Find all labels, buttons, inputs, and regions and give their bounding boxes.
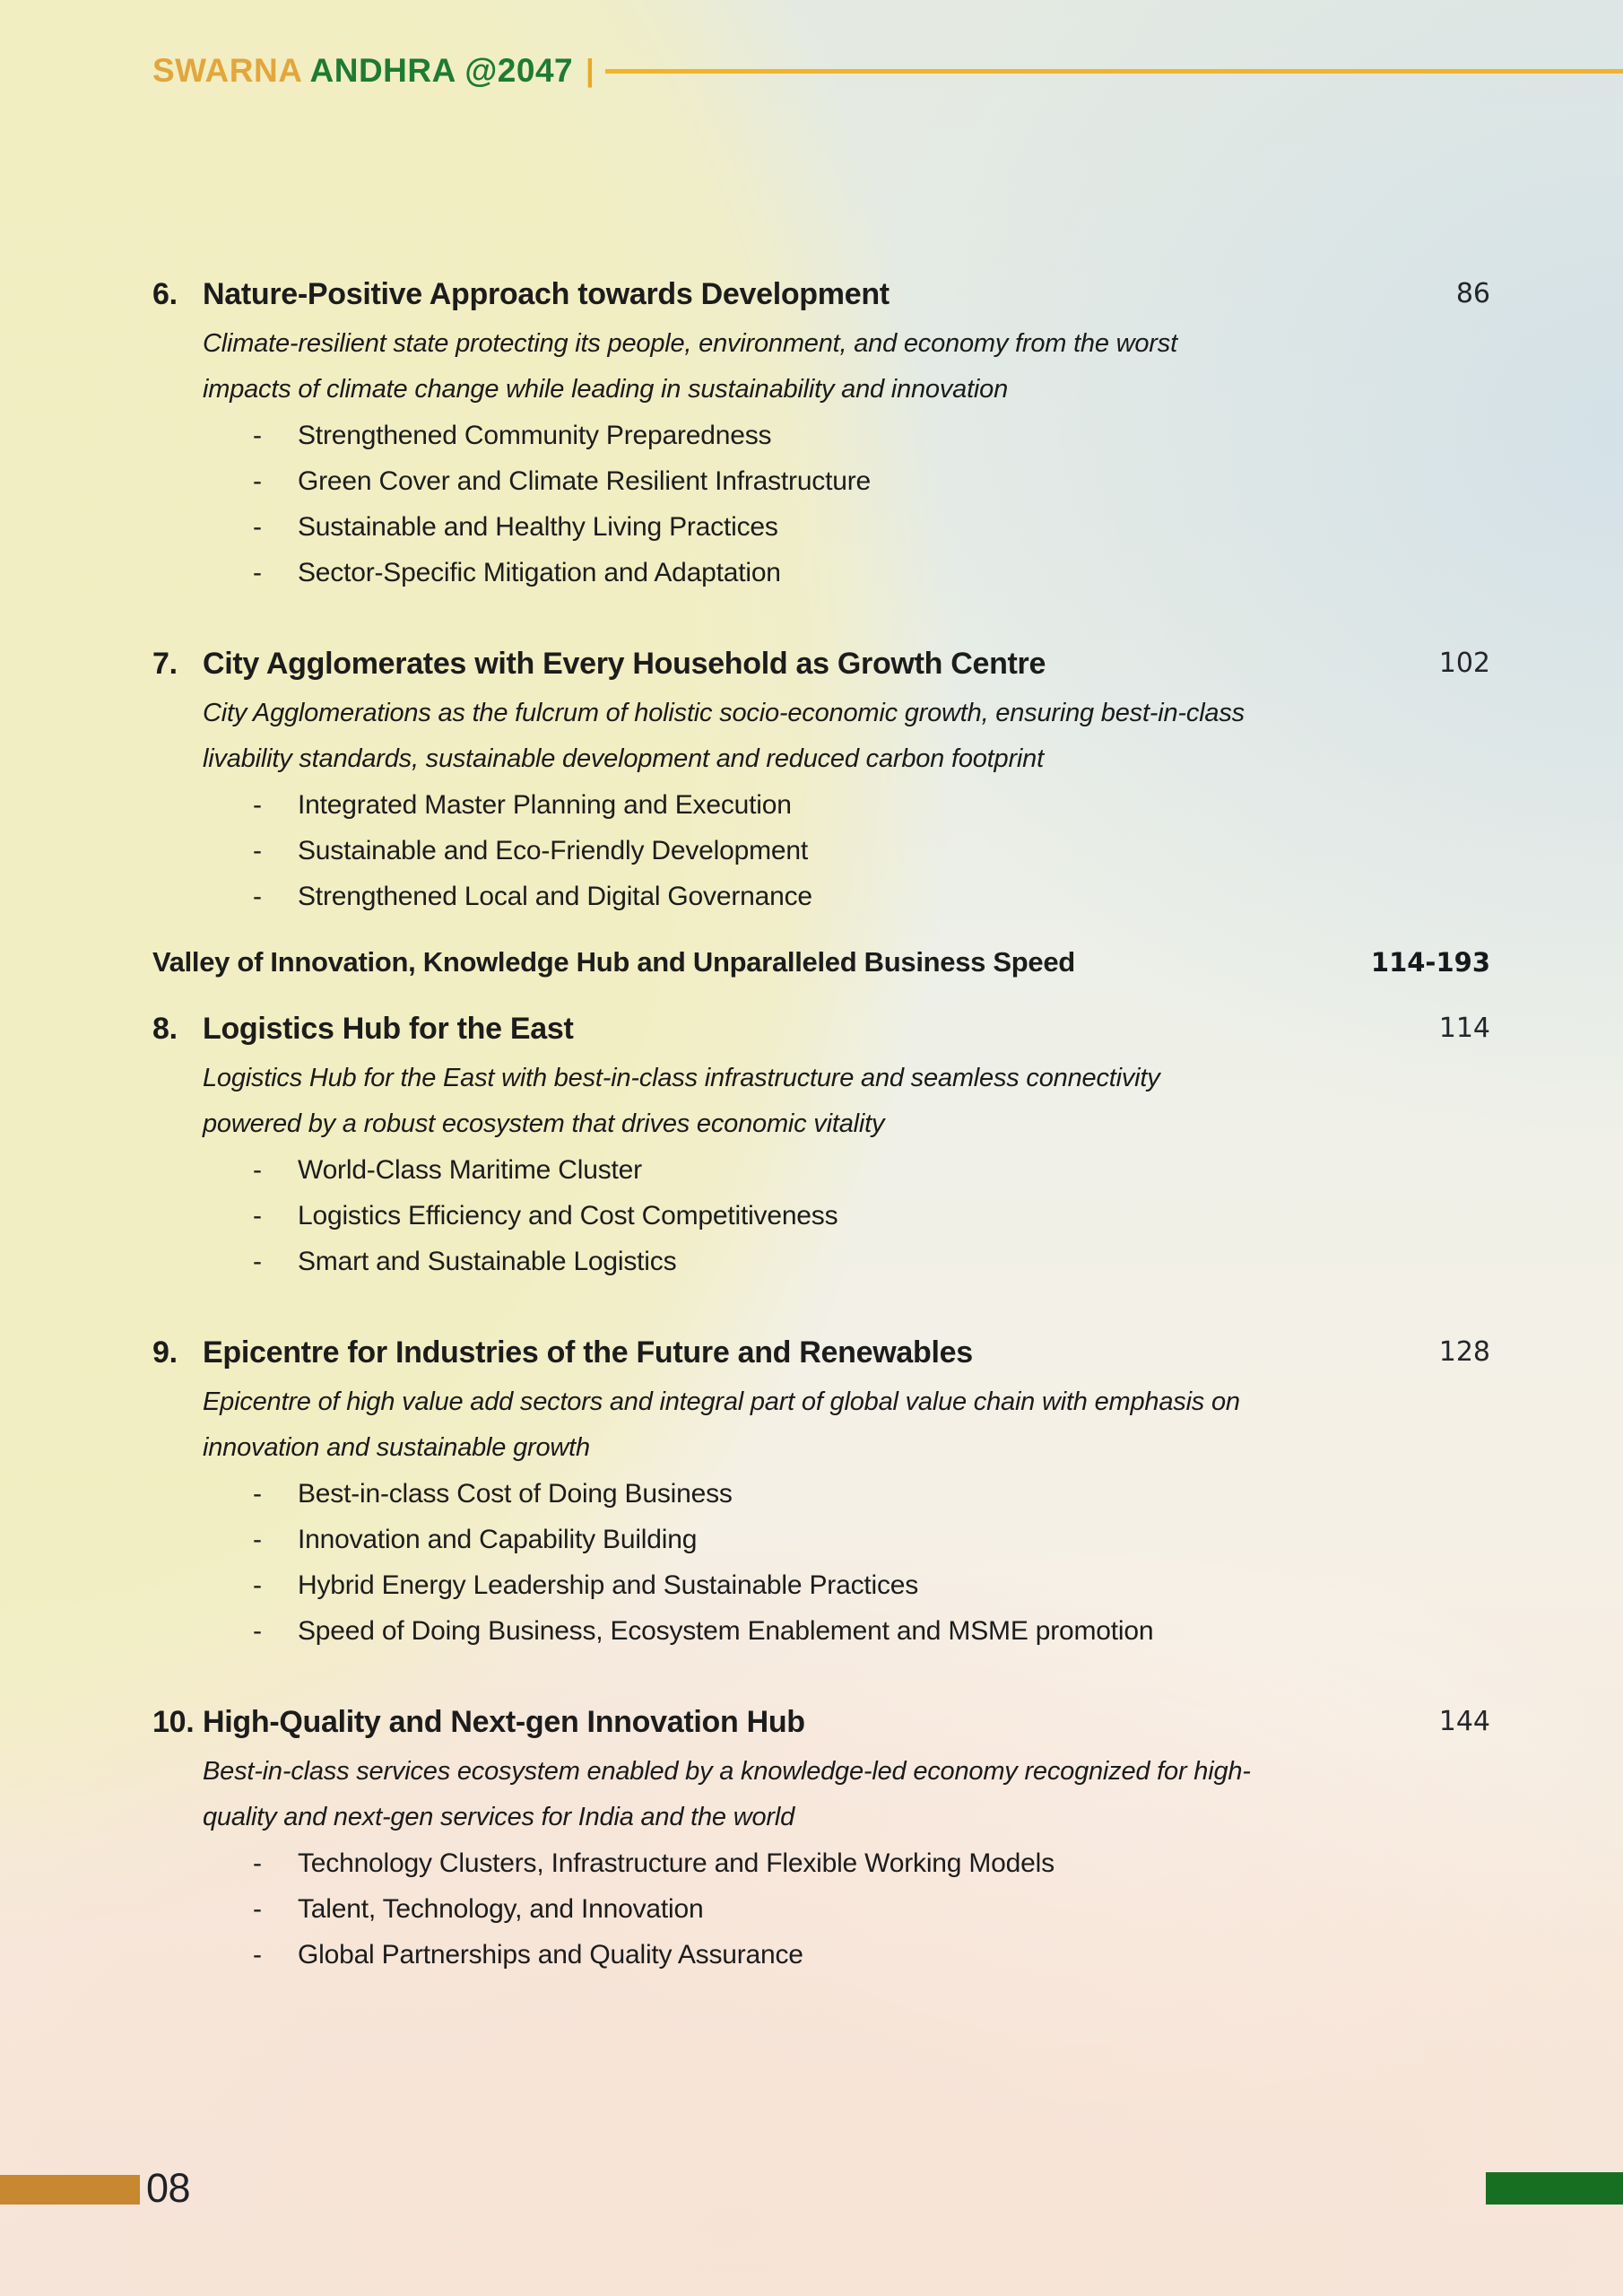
- brand-rest: ANDHRA @2047: [309, 52, 574, 89]
- subitem: [203, 1562, 1490, 1608]
- toc-section-10: [152, 1704, 1490, 1978]
- subitem: [203, 874, 1490, 919]
- dash-bullet: -: [253, 512, 262, 542]
- subitem: [203, 1886, 1490, 1932]
- dash-bullet: -: [253, 1940, 262, 1970]
- dash-bullet: -: [253, 1525, 262, 1554]
- section-number: 9.: [152, 1335, 178, 1370]
- section-description: City Agglomerations as the fulcrum of holistic socio-economic growth, ensuring best-in-class livability standards, sustainable development and reduced carbon footprint: [203, 699, 1245, 773]
- footer-accent-bar-right: [1486, 2172, 1623, 2205]
- dash-bullet: -: [253, 466, 262, 496]
- section-page-number: 102: [1438, 648, 1490, 679]
- dash-bullet: -: [253, 1894, 262, 1924]
- dash-bullet: -: [253, 882, 262, 911]
- subitem: [203, 828, 1490, 874]
- subitem-list: [152, 1840, 1490, 1978]
- section-page-number: 86: [1455, 278, 1490, 309]
- subitem-label: Global Partnerships and Quality Assurance: [298, 1940, 803, 1970]
- dash-bullet: -: [253, 1247, 262, 1276]
- subitem: [203, 550, 1490, 596]
- subitem-label: Sector-Specific Mitigation and Adaptation: [298, 558, 781, 587]
- subitem: [203, 1147, 1490, 1193]
- section-number: 8.: [152, 1012, 178, 1046]
- toc-section-6: [152, 276, 1490, 596]
- subitem-label: Innovation and Capability Building: [298, 1525, 698, 1554]
- section-title: Logistics Hub for the East: [203, 1012, 574, 1046]
- group-heading-page-range: 114-193: [1370, 947, 1490, 978]
- brand-title: [152, 52, 573, 90]
- dash-bullet: -: [253, 1570, 262, 1600]
- subitem-label: Sustainable and Eco-Friendly Development: [298, 836, 808, 865]
- section-title-row: [152, 646, 1490, 682]
- subitem: [203, 1932, 1490, 1978]
- subitem: [203, 1239, 1490, 1284]
- subitem: [203, 1840, 1490, 1886]
- subitem-label: Logistics Efficiency and Cost Competitiveness: [298, 1201, 838, 1231]
- dash-bullet: -: [253, 1201, 262, 1231]
- subitem: [203, 1517, 1490, 1562]
- section-number: 10.: [152, 1705, 195, 1739]
- subitem-label: Best-in-class Cost of Doing Business: [298, 1479, 733, 1509]
- section-title-row: [152, 1335, 1490, 1370]
- subitem-label: Smart and Sustainable Logistics: [298, 1247, 677, 1276]
- subitem: [203, 1608, 1490, 1654]
- page-header: [0, 52, 1623, 90]
- toc-section-9: [152, 1335, 1490, 1654]
- dash-bullet: -: [253, 1155, 262, 1185]
- section-description: Epicentre of high value add sectors and integral part of global value chain with emphasis on innovation and sustainable growth: [203, 1387, 1240, 1462]
- subitem-label: Technology Clusters, Infrastructure and Flexible Working Models: [298, 1848, 1055, 1878]
- group-heading-title: Valley of Innovation, Knowledge Hub and Unparalleled Business Speed: [152, 946, 1075, 978]
- subitem: [203, 782, 1490, 828]
- brand-first-word: SWARNA: [152, 52, 302, 89]
- section-title: Nature-Positive Approach towards Development: [203, 277, 890, 311]
- section-number: 7.: [152, 647, 178, 681]
- subitem-label: Green Cover and Climate Resilient Infrastructure: [298, 466, 872, 496]
- dash-bullet: -: [253, 1479, 262, 1509]
- subitem: [203, 1193, 1490, 1239]
- header-rule-line: [605, 69, 1623, 74]
- group-heading: [152, 944, 1490, 980]
- subitem: [203, 458, 1490, 504]
- section-title-row: [152, 1704, 1490, 1740]
- dash-bullet: -: [253, 1848, 262, 1878]
- subitem-list: [152, 413, 1490, 596]
- subitem-list: [152, 782, 1490, 919]
- subitem: [203, 1471, 1490, 1517]
- subitem-list: [152, 1471, 1490, 1654]
- section-title: Epicentre for Industries of the Future and Renewables: [203, 1335, 973, 1370]
- section-title-row: [152, 276, 1490, 312]
- subitem-list: [152, 1147, 1490, 1284]
- toc-section-7: [152, 646, 1490, 919]
- dash-bullet: -: [253, 558, 262, 587]
- table-of-contents: [152, 276, 1490, 1978]
- footer-accent-bar-left: [0, 2175, 140, 2205]
- dash-bullet: -: [253, 1616, 262, 1646]
- subitem-label: Strengthened Local and Digital Governance: [298, 882, 812, 911]
- section-description: Logistics Hub for the East with best-in-class infrastructure and seamless connectivity powered by a robust ecosystem that drives economic vitality: [203, 1064, 1160, 1138]
- section-title: City Agglomerates with Every Household as Growth Centre: [203, 647, 1046, 681]
- subitem-label: Sustainable and Healthy Living Practices: [298, 512, 778, 542]
- section-page-number: 128: [1438, 1336, 1490, 1368]
- subitem-label: Talent, Technology, and Innovation: [298, 1894, 704, 1924]
- section-title: High-Quality and Next-gen Innovation Hub: [203, 1705, 805, 1739]
- folio-page-number: 08: [146, 2165, 191, 2211]
- section-page-number: 144: [1438, 1706, 1490, 1737]
- subitem-label: Integrated Master Planning and Execution: [298, 790, 792, 820]
- subitem-label: Speed of Doing Business, Ecosystem Enablement and MSME promotion: [298, 1616, 1154, 1646]
- section-page-number: 114: [1438, 1013, 1490, 1044]
- toc-section-8: [152, 1011, 1490, 1284]
- dash-bullet: -: [253, 790, 262, 820]
- dash-bullet: -: [253, 421, 262, 450]
- subitem-label: Hybrid Energy Leadership and Sustainable Practices: [298, 1570, 919, 1600]
- section-number: 6.: [152, 277, 178, 311]
- subitem: [203, 413, 1490, 458]
- subitem-label: Strengthened Community Preparedness: [298, 421, 772, 450]
- brand-separator: |: [586, 53, 595, 88]
- section-title-row: [152, 1011, 1490, 1047]
- subitem-label: World-Class Maritime Cluster: [298, 1155, 642, 1185]
- dash-bullet: -: [253, 836, 262, 865]
- subitem: [203, 504, 1490, 550]
- section-description: Best-in-class services ecosystem enabled by a knowledge-led economy recognized for high-quality and next-gen services for India and the world: [203, 1757, 1251, 1831]
- section-description: Climate-resilient state protecting its people, environment, and economy from the worst impacts of climate change while leading in sustainability and innovation: [203, 329, 1177, 404]
